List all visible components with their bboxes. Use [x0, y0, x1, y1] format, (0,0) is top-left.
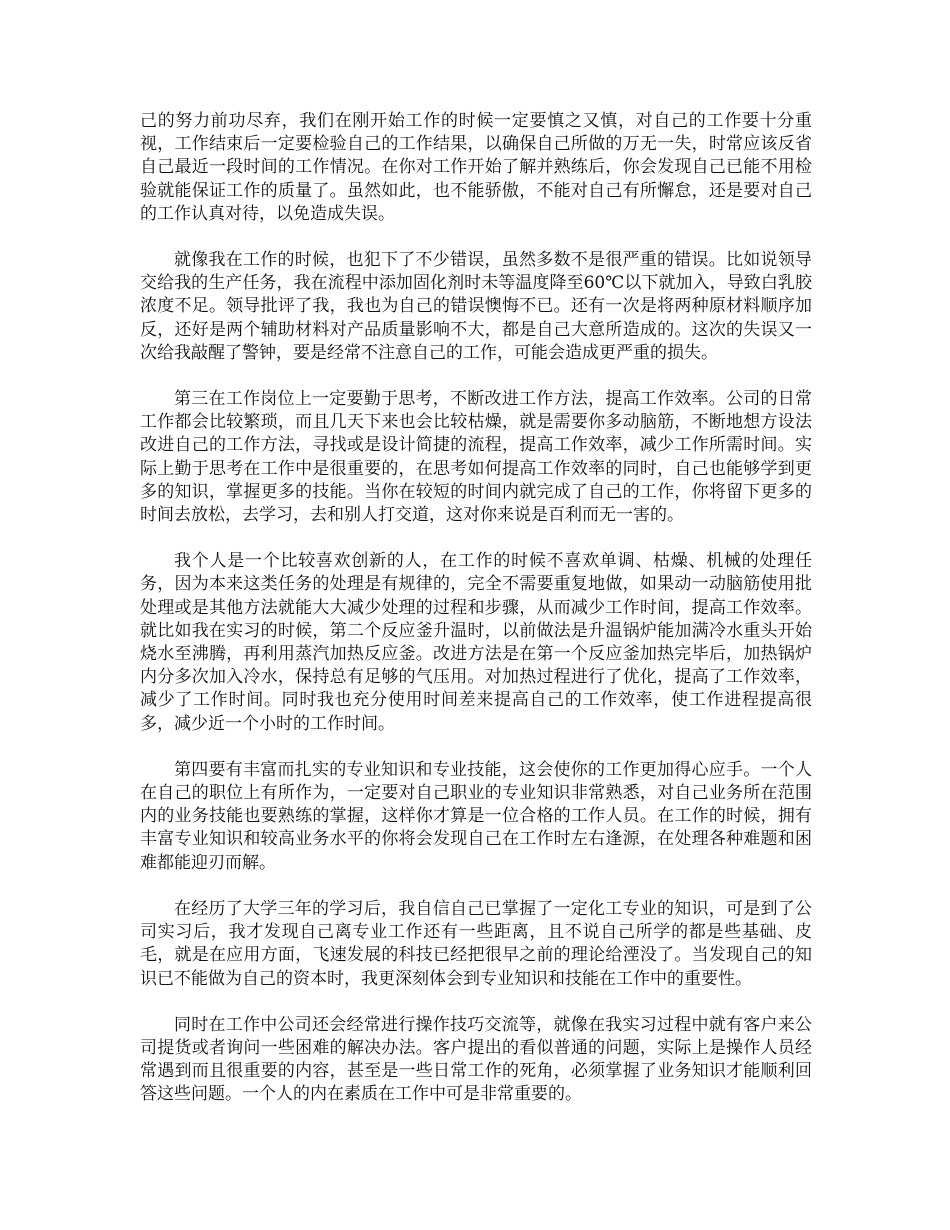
paragraph-6: 在经历了大学三年的学习后，我自信自己已掌握了一定化工专业的知识，可是到了公司实习后，我才发现自己离专业工作还有一些距离，且不说自己所学的都是些基础、皮毛，就是在应用方面，飞速发展的科技已经把很早之前的理论给湮没了。当发现自己的知识已不能做为自己的资本时，我更深刻体会到专业知识和技能在工作中的重要性。 — [140, 898, 812, 989]
paragraph-1: 己的努力前功尽弃，我们在刚开始工作的时候一定要慎之又慎，对自己的工作要十分重视，工作结束后一定要检验自己的工作结果，以确保自己所做的万无一失，时常应该反省自己最近一段时间的工作情况。在你对工作开始了解并熟练后，你会发现自己已能不用检验就能保证工作的质量了。虽然如此，也不能骄傲，不能对自己有所懈怠，还是要对自己的工作认真对待，以免造成失误。 — [140, 111, 812, 224]
paragraph-5: 第四要有丰富而扎实的专业知识和专业技能，这会使你的工作更加得心应手。一个人在自己的职位上有所作为，一定要对自己职业的专业知识非常熟悉，对自己业务所在范围内的业务技能也要熟练的掌握，这样你才算是一位合格的工作人员。在工作的时候，拥有丰富专业知识和较高业务水平的你将会发现自己在工作时左右逢源，在处理各种难题和困难都能迎刃而解。 — [140, 759, 812, 873]
paragraph-7: 同时在工作中公司还会经常进行操作技巧交流等，就像在我实习过程中就有客户来公司提货或者询问一些困难的解决办法。客户提出的看似普通的问题，实际上是操作人员经常遇到而且很重要的内容，甚至是一些日常工作的死角，必须掌握了业务知识才能顺利回答这些问题。一个人的内在素质在工作中可是非常重要的。 — [140, 1014, 812, 1105]
document-body — [140, 110, 812, 1130]
paragraph-4: 我个人是一个比较喜欢创新的人，在工作的时候不喜欢单调、枯燥、机械的处理任务，因为本来这类任务的处理是有规律的，完全不需要重复地做，如果动一动脑筋使用批处理或是其他方法就能大大减少处理的过程和步骤，从而减少工作时间，提高工作效率。就比如我在实习的时候，第二个反应釜升温时，以前做法是升温锅炉能加满冷水重头开始烧水至沸腾，再利用蒸汽加热反应釜。改进方法是在第一个反应釜加热完毕后，加热锅炉内分多次加入冷水，保持总有足够的气压用。对加热过程进行了优化，提高了工作效率，减少了工作时间。同时我也充分使用时间差来提高自己的工作效率，使工作进程提高很多，减少近一个小时的工作时间。 — [140, 551, 812, 734]
paragraph-3: 第三在工作岗位上一定要勤于思考，不断改进工作方法，提高工作效率。公司的日常工作都会比较繁琐，而且几天下来也会比较枯燥，就是需要你多动脑筋，不断地想方设法改进自己的工作方法，寻找或是设计简捷的流程，提高工作效率，减少工作所需时间。实际上勤于思考在工作中是很重要的，在思考如何提高工作效率的同时，自己也能够学到更多的知识，掌握更多的技能。当你在较短的时间内就完成了自己的工作，你将留下更多的时间去放松，去学习，去和别人打交道，这对你来说是百利而无一害的。 — [140, 389, 812, 526]
paragraph-2: 就像我在工作的时候，也犯下了不少错误，虽然多数不是很严重的错误。比如说领导交给我的生产任务，我在流程中添加固化剂时未等温度降至60℃以下就加入，导致白乳胶浓度不足。领导批评了我，我也为自己的错误懊悔不已。还有一次是将两种原材料顺序加反，还好是两个辅助材料对产品质量影响不大，都是自己大意所造成的。这次的失误又一次给我敲醒了警钟，要是经常不注意自己的工作，可能会造成更严重的损失。 — [140, 250, 812, 363]
